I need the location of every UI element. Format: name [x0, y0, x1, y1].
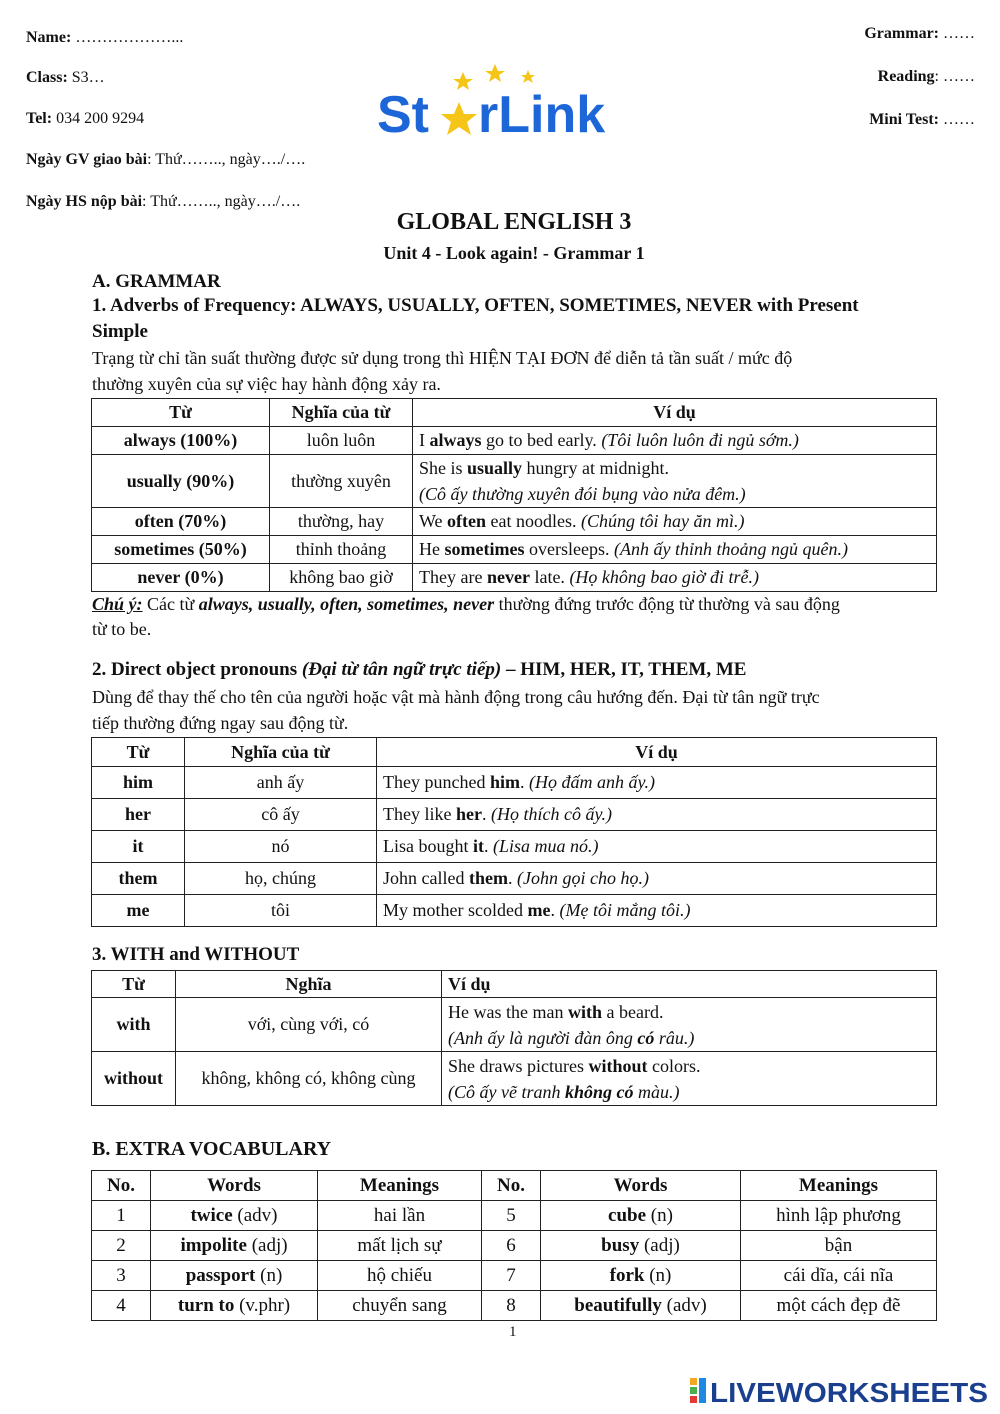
starlink-logo	[375, 62, 625, 144]
section-a-heading: A. GRAMMAR	[92, 271, 221, 292]
submit-date-field: Ngày HS nộp bài: Thứ…….., ngày…./….	[26, 193, 301, 210]
cell-meaning: với, cùng với, có	[176, 998, 442, 1052]
frequency-adverbs-table	[91, 398, 937, 592]
table-row	[92, 895, 937, 927]
cell-no: 2	[92, 1231, 151, 1261]
cell-example: He sometimes oversleeps. (Anh ấy thỉnh thoảng ngủ quên.)	[413, 536, 937, 564]
cell-word: with	[92, 998, 176, 1052]
cell-no: 6	[482, 1231, 541, 1261]
cell-meaning: bận	[741, 1231, 937, 1261]
cell-example: John called them. (John gọi cho họ.)	[377, 863, 937, 895]
lw-icon-block-3	[690, 1396, 697, 1403]
table-row	[92, 767, 937, 799]
page-number: 1	[509, 1324, 517, 1340]
cell-word: fork (n)	[541, 1261, 741, 1291]
cell-example: They punched him. (Họ đấm anh ấy.)	[377, 767, 937, 799]
lw-icon-block-1	[690, 1378, 697, 1385]
header-meaning: Nghĩa	[176, 971, 442, 998]
cell-meaning: cái dĩa, cái nĩa	[741, 1261, 937, 1291]
cell-meaning: thường, hay	[270, 508, 413, 536]
cell-no: 4	[92, 1291, 151, 1321]
logo-star-letter	[441, 102, 477, 135]
s1-note-line2: từ to be.	[92, 619, 152, 639]
header-word: Từ	[92, 971, 176, 998]
logo-star-small-2	[485, 64, 505, 82]
header-meanings: Meanings	[318, 1171, 482, 1201]
table-row	[92, 831, 937, 863]
header-meaning: Nghĩa của từ	[185, 738, 377, 767]
cell-word: usually (90%)	[92, 455, 270, 508]
document-title: GLOBAL ENGLISH 3	[396, 209, 632, 235]
table-row	[92, 863, 937, 895]
header-words: Words	[151, 1171, 318, 1201]
cell-meaning: hai lần	[318, 1201, 482, 1231]
table-header-row	[92, 399, 937, 427]
logo-star-small-1	[453, 72, 473, 90]
cell-word: it	[92, 831, 185, 863]
header-example: Ví dụ	[442, 971, 937, 998]
s1-heading-line1: 1. Adverbs of Frequency: ALWAYS, USUALLY, OFTEN, SOMETIMES, NEVER with Present	[92, 295, 859, 316]
cell-no: 3	[92, 1261, 151, 1291]
cell-example: Lisa bought it. (Lisa mua nó.)	[377, 831, 937, 863]
object-pronouns-table	[91, 737, 937, 927]
table-row	[92, 1231, 937, 1261]
cell-word: twice (adv)	[151, 1201, 318, 1231]
s1-desc-line1: Trạng từ chỉ tần suất thường được sử dụng trong thì HIỆN TẠI ĐƠN để diễn tả tần suất / mức độ	[92, 348, 793, 368]
cell-meaning: luôn luôn	[270, 427, 413, 455]
logo-star-small-3	[521, 70, 535, 83]
header-words: Words	[541, 1171, 741, 1201]
lw-icon-block-4	[699, 1378, 706, 1403]
s1-desc-line2: thường xuyên của sự việc hay hành động xảy ra.	[92, 374, 441, 394]
header-word: Từ	[92, 399, 270, 427]
cell-example: We often eat noodles. (Chúng tôi hay ăn mì.)	[413, 508, 937, 536]
cell-meaning: anh ấy	[185, 767, 377, 799]
s2-heading: 2. Direct object pronouns (Đại từ tân ngữ trực tiếp) – HIM, HER, IT, THEM, ME	[92, 659, 747, 680]
header-no: No.	[92, 1171, 151, 1201]
cell-meaning: tôi	[185, 895, 377, 927]
cell-meaning: thường xuyên	[270, 455, 413, 508]
cell-example: They are never late. (Họ không bao giờ đi trễ.)	[413, 564, 937, 592]
cell-no: 8	[482, 1291, 541, 1321]
s1-heading-line2: Simple	[92, 321, 148, 342]
cell-meaning: hộ chiếu	[318, 1261, 482, 1291]
liveworksheets-logo	[690, 1375, 990, 1405]
lw-brand-text: LIVEWORKSHEETS	[710, 1377, 988, 1405]
table-row	[92, 536, 937, 564]
reading-score: Reading: ……	[877, 68, 975, 85]
with-without-table	[91, 970, 937, 1106]
header-example: Ví dụ	[377, 738, 937, 767]
cell-word: her	[92, 799, 185, 831]
table-row	[92, 1291, 937, 1321]
lw-icon-block-2	[690, 1387, 697, 1394]
cell-word: without	[92, 1052, 176, 1106]
cell-word: never (0%)	[92, 564, 270, 592]
cell-meaning: không bao giờ	[270, 564, 413, 592]
s1-note: Chú ý: Các từ always, usually, often, sometimes, never thường đứng trước động từ thường và sau động	[92, 594, 840, 614]
table-row	[92, 799, 937, 831]
header-word: Từ	[92, 738, 185, 767]
header-meanings: Meanings	[741, 1171, 937, 1201]
name-field: Name: ………………...	[26, 29, 184, 46]
cell-word: me	[92, 895, 185, 927]
grammar-score: Grammar: ……	[864, 25, 975, 42]
cell-meaning: không, không có, không cùng	[176, 1052, 442, 1106]
cell-word: beautifully (adv)	[541, 1291, 741, 1321]
tel-field: Tel: 034 200 9294	[26, 110, 145, 127]
table-header-row	[92, 1171, 937, 1201]
cell-meaning: thỉnh thoảng	[270, 536, 413, 564]
cell-example: I always go to bed early. (Tôi luôn luôn đi ngủ sớm.)	[413, 427, 937, 455]
section-b-heading: B. EXTRA VOCABULARY	[92, 1138, 332, 1160]
logo-text-rlink: rLink	[478, 86, 606, 144]
cell-meaning: mất lịch sự	[318, 1231, 482, 1261]
s2-desc-line2: tiếp thường đứng ngay sau động từ.	[92, 713, 349, 733]
table-row	[92, 427, 937, 455]
cell-word: often (70%)	[92, 508, 270, 536]
logo-text-st: St	[377, 86, 429, 144]
s2-desc-line1: Dùng để thay thế cho tên của người hoặc vật mà hành động trong câu hướng đến. Đại từ tân ngữ trực	[92, 687, 820, 707]
table-row	[92, 508, 937, 536]
minitest-score: Mini Test: ……	[869, 111, 975, 128]
cell-meaning: một cách đẹp đẽ	[741, 1291, 937, 1321]
cell-meaning: họ, chúng	[185, 863, 377, 895]
cell-word: impolite (adj)	[151, 1231, 318, 1261]
header-meaning: Nghĩa của từ	[270, 399, 413, 427]
table-row	[92, 1201, 937, 1231]
cell-example: She draws pictures without colors. (Cô ấy vẽ tranh không có màu.)	[442, 1052, 937, 1106]
cell-word: always (100%)	[92, 427, 270, 455]
vocabulary-table	[91, 1170, 937, 1321]
assign-date-field: Ngày GV giao bài: Thứ…….., ngày…./….	[26, 151, 306, 168]
header-no: No.	[482, 1171, 541, 1201]
table-row	[92, 1261, 937, 1291]
document-subtitle: Unit 4 - Look again! - Grammar 1	[383, 243, 645, 263]
cell-example: They like her. (Họ thích cô ấy.)	[377, 799, 937, 831]
cell-no: 1	[92, 1201, 151, 1231]
table-row	[92, 998, 937, 1052]
table-header-row	[92, 738, 937, 767]
table-row	[92, 564, 937, 592]
header-example: Ví dụ	[413, 399, 937, 427]
table-header-row	[92, 971, 937, 998]
cell-meaning: chuyển sang	[318, 1291, 482, 1321]
s3-heading: 3. WITH and WITHOUT	[92, 944, 300, 965]
cell-meaning: hình lập phương	[741, 1201, 937, 1231]
table-row	[92, 1052, 937, 1106]
table-row	[92, 455, 937, 508]
cell-word: them	[92, 863, 185, 895]
cell-example: He was the man with a beard. (Anh ấy là người đàn ông có râu.)	[442, 998, 937, 1052]
cell-meaning: nó	[185, 831, 377, 863]
cell-word: him	[92, 767, 185, 799]
cell-meaning: cô ấy	[185, 799, 377, 831]
class-field: Class: S3…	[26, 69, 105, 86]
cell-word: cube (n)	[541, 1201, 741, 1231]
cell-no: 7	[482, 1261, 541, 1291]
cell-word: turn to (v.phr)	[151, 1291, 318, 1321]
cell-example: My mother scolded me. (Mẹ tôi mắng tôi.)	[377, 895, 937, 927]
cell-example: She is usually hungry at midnight. (Cô ấy thường xuyên đói bụng vào nửa đêm.)	[413, 455, 937, 508]
cell-word: busy (adj)	[541, 1231, 741, 1261]
cell-word: passport (n)	[151, 1261, 318, 1291]
cell-no: 5	[482, 1201, 541, 1231]
cell-word: sometimes (50%)	[92, 536, 270, 564]
